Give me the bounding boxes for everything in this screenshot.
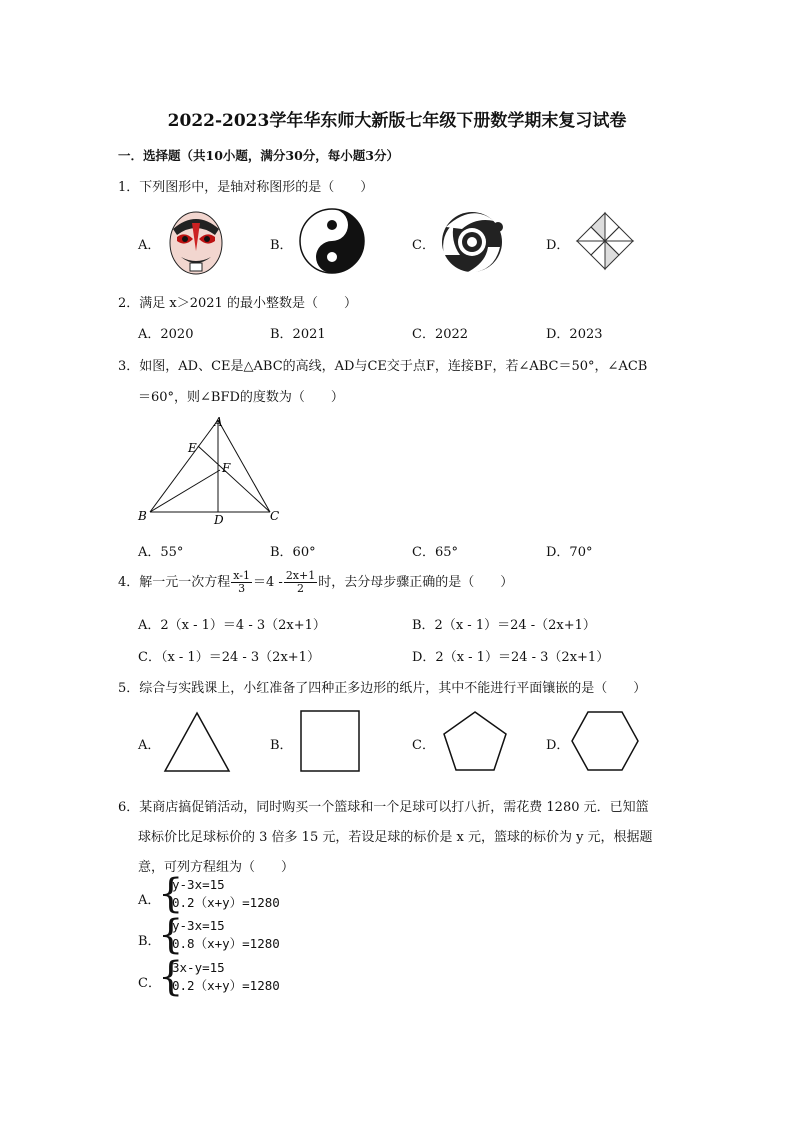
q3-option-c: C．65° (412, 545, 458, 560)
q4-prefix: 4．解一元一次方程 (118, 575, 231, 590)
q4-option-a: A．2（x - 1）＝4 - 3（2x+1） (138, 618, 326, 633)
q3-option-d: D．70° (546, 545, 593, 560)
section-heading: 一．选择题（共10小题，满分30分，每小题3分） (118, 148, 399, 163)
q5-label-d: D． (546, 738, 570, 753)
hexagon-icon (570, 710, 640, 776)
label-c: C (270, 509, 280, 523)
q6-system-a (172, 876, 280, 912)
q4-suffix: 时，去分母步骤正确的是（ ） (318, 575, 514, 590)
q3-line-2: ＝60°，则∠BFD的度数为（ ） (138, 390, 344, 405)
q3-line-1: 3．如图，AD、CE是△ABC的高线，AD与CE交于点F，连接BF，若∠ABC＝50°，∠ACB (118, 359, 648, 374)
q1-label-c: C． (412, 238, 435, 253)
q2-stem: 2．满足 x＞2021 的最小整数是（ ） (118, 296, 357, 311)
opera-mask-icon (163, 207, 229, 281)
label-a: A (214, 415, 223, 429)
q4-frac1-denominator: 3 (238, 582, 246, 595)
q5-label-c: C． (412, 738, 435, 753)
q5-label-a: A． (138, 738, 161, 753)
brace-icon: { (158, 871, 184, 917)
q4-frac2-numerator: 2x+1 (285, 568, 316, 582)
q6-b-eq2: 0.8（x+y）=1280 (172, 936, 280, 951)
pentagon-icon (442, 710, 508, 776)
q4-frac2-denominator: 2 (297, 582, 305, 595)
q4-option-d: D．2（x - 1）＝24 - 3（2x+1） (412, 650, 610, 665)
q2-option-d: D．2023 (546, 327, 603, 342)
yin-yang-icon (298, 207, 366, 279)
q5-label-b: B． (270, 738, 293, 753)
q6-label-a: A． (138, 893, 161, 908)
label-d: D (214, 513, 224, 527)
pinwheel-icon (573, 209, 637, 277)
q1-label-b: B． (270, 238, 293, 253)
q6-a-eq1: y-3x=15 (172, 877, 225, 892)
q6-c-eq2: 0.2（x+y）=1280 (172, 978, 280, 993)
brace-icon: { (158, 954, 184, 1000)
q3-option-a: A．55° (138, 545, 184, 560)
q4-frac1-numerator: x-1 (233, 568, 251, 582)
q6-label-b: B． (138, 934, 161, 949)
q6-line-3: 意，可列方程组为（ ） (138, 860, 295, 875)
q1-label-a: A． (138, 238, 161, 253)
q6-a-eq2: 0.2（x+y）=1280 (172, 895, 280, 910)
q3-option-b: B．60° (270, 545, 316, 560)
q4-stem (118, 568, 513, 598)
q6-system-b (172, 917, 280, 953)
page-title: 2022-2023学年华东师大新版七年级下册数学期末复习试卷 (167, 111, 627, 131)
q6-line-2: 球标价比足球标价的 3 倍多 15 元，若设足球的标价是 x 元，篮球的标价为 y 元，根据题 (138, 830, 653, 845)
label-f: F (222, 461, 231, 475)
q6-b-eq1: y-3x=15 (172, 918, 225, 933)
q4-mid: ＝4 - (253, 575, 283, 590)
q2-option-b: B．2021 (270, 327, 326, 342)
brace-icon: { (158, 912, 184, 958)
q6-system-c (172, 959, 280, 995)
q1-stem: 1．下列图形中，是轴对称图形的是（ ） (118, 180, 374, 195)
triangle-icon (162, 710, 232, 778)
q5-stem: 5．综合与实践课上，小红准备了四种正多边形的纸片，其中不能进行平面镶嵌的是（ ） (118, 681, 647, 696)
q4-fraction-2 (284, 570, 317, 595)
q4-option-c: C．（x - 1）＝24 - 3（2x+1） (138, 650, 320, 665)
square-icon (300, 710, 360, 776)
q4-fraction-1 (231, 570, 252, 595)
label-b: B (138, 509, 147, 523)
q4-option-b: B．2（x - 1）＝24 -（2x+1） (412, 618, 596, 633)
q6-label-c: C． (138, 976, 161, 991)
swirl-flower-icon (436, 207, 508, 281)
q2-option-a: A．2020 (138, 327, 194, 342)
triangle-figure (134, 412, 284, 534)
q6-line-1: 6．某商店搞促销活动，同时购买一个篮球和一个足球可以打八折，需花费 1280 元．已知篮 (118, 800, 649, 815)
q6-c-eq1: 3x-y=15 (172, 960, 225, 975)
q2-option-c: C．2022 (412, 327, 469, 342)
q1-label-d: D． (546, 238, 570, 253)
label-e: E (188, 441, 197, 455)
